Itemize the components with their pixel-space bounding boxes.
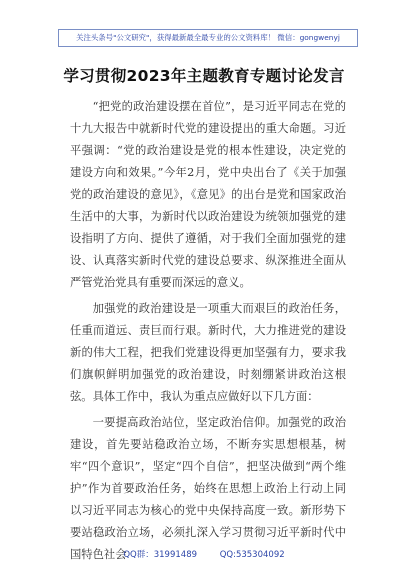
paragraph: 一要提高政治站位，坚定政治信仰。加强党的政治建设，首先要站稳政治立场，不断夯实思想根基，树牢“四个意识”，坚定“四个自信”，把坚决做到“两个维护”作为首要政治任务，始终在思想上政治上行动上同以习近平同志为核心的党中央保持高度一致。新形势下要站稳政治立场，必须扎深入学习贯彻习近平新时代中国特色社会 [70,416,346,561]
paragraph: 加强党的政治建设是一项重大而艰巨的政治任务，任重而道远、责巨而行艰。新时代，大力推进党的建设新的伟大工程，把我们党建设得更加坚强有力，要求我们旗帜鲜明加强党的政治建设，时刻绷紧讲政治这根弦。具体工作中，我认为重点应做好以下几方面： [70,302,346,403]
document-body [70,96,346,570]
qq-text: QQ:535304092 [219,550,285,560]
qq-group-text: QQ群：31991489 [123,550,198,560]
promo-banner: 关注头条号"公文研究"，获得最新最全最专业的公文资料库！ 微信：gongwenyj [58,29,358,47]
document-title: 学习贯彻2023年主题教育专题讨论发言 [63,67,345,85]
paragraph: “把党的政治建设摆在首位”，是习近平同志在党的十九大报告中就新时代党的建设提出的重大命题。习近平强调：“党的政治建设是党的根本性建设，决定党的建设方向和效果。”今年2月，党中央出台了《关于加强党的政治建设的意见》，《意见》的出台是党和国家政治生活中的大事，为新时代以政治建设为统领加强党的建设指明了方向、提供了遵循，对于我们全面加强党的建设、认真落实新时代党的建设总要求、纵深推进全面从严管党治党具有重要而深远的意义。 [70,100,346,289]
footer-contact [0,548,408,560]
